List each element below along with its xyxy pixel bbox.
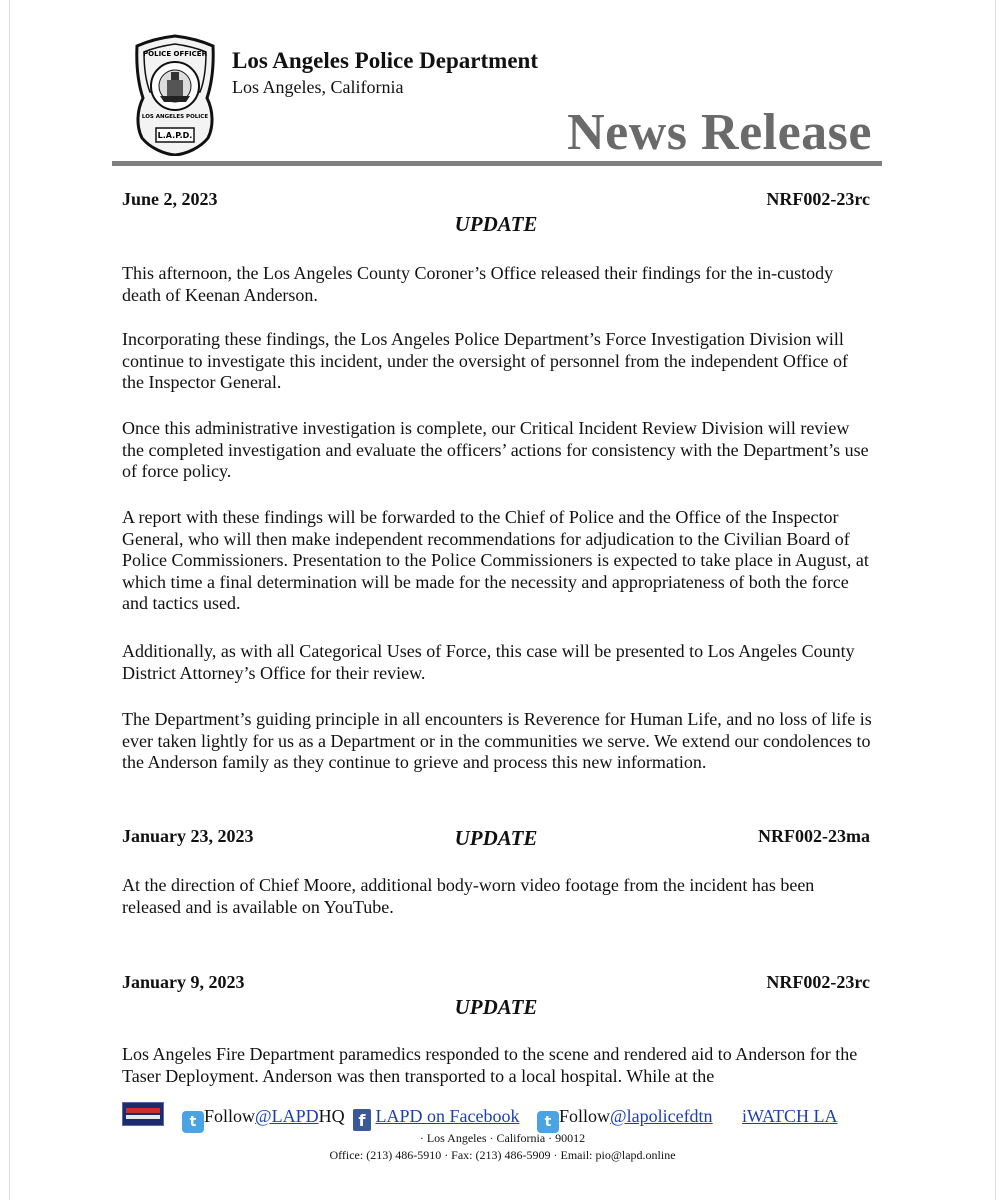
twitter-icon: t: [182, 1111, 204, 1133]
footer-social-links: [122, 1102, 882, 1130]
twitter-follow-label: Follow: [204, 1106, 256, 1126]
iwatch-icon[interactable]: [122, 1102, 164, 1126]
update-header-june: [122, 189, 870, 213]
twitter-handle-lapdhq[interactable]: @LAPD: [255, 1106, 319, 1126]
footer-address: · Los Angeles · California · 90012: [419, 1131, 586, 1145]
badge-text-mid: LOS ANGELES POLICE: [141, 114, 209, 120]
agency-name: Los Angeles Police Department: [232, 48, 538, 73]
paragraph: At the direction of Chief Moore, additional body-worn video footage from the incident has been released and is available on YouTube.: [122, 875, 815, 917]
twitter-handle-suffix: HQ: [318, 1106, 345, 1126]
badge-text-bottom: L.A.P.D.: [157, 131, 193, 140]
paragraph: Additionally, as with all Categorical Uses of Force, this case will be presented to Los Angeles County District Attorney’s Office for their review.: [122, 641, 855, 683]
paragraph: This afternoon, the Los Angeles County Coroner’s Office released their findings for the in-custody death of Keenan Anderson.: [122, 263, 834, 305]
paragraph: Los Angeles Fire Department paramedics responded to the scene and rendered aid to Anderson for the Taser Deployment. Anderson was then transported to a local hospital. While at the: [122, 1044, 858, 1086]
paragraph: Incorporating these findings, the Los Angeles Police Department’s Force Investigation Division will continue to investigate this incident, under the oversight of personnel from the independent Office of the Inspector General.: [122, 329, 848, 392]
header-rule: [112, 161, 882, 166]
paragraph: A report with these findings will be forwarded to the Chief of Police and the Office of the Inspector General, who will then make independent recommendations for adjudication to the Civilian Board of Police Commissioners. Presentation to the Police Commissioners is expected to take place in August, at which time a final determination will be made for the necessity and appropriateness of both the force and tactics used.: [122, 507, 869, 613]
twitter-link-lapdhq[interactable]: [182, 1106, 345, 1133]
page-edge-left: [9, 0, 10, 1200]
update-label: UPDATE: [454, 826, 538, 850]
release-number: NRF002-23rc: [766, 972, 870, 992]
agency-location: Los Angeles, California: [232, 77, 404, 97]
update-header-jan23: [122, 826, 870, 850]
iwatch-la-link[interactable]: iWATCH LA: [742, 1106, 838, 1126]
release-number: NRF002-23ma: [758, 826, 870, 846]
update-header-jan9: [122, 972, 870, 996]
facebook-link-text[interactable]: LAPD on Facebook: [375, 1106, 520, 1126]
twitter-icon: t: [537, 1111, 559, 1133]
twitter-follow-label: Follow: [559, 1106, 611, 1126]
release-number: NRF002-23rc: [766, 189, 870, 209]
update-date: January 9, 2023: [122, 972, 245, 992]
facebook-icon: f: [353, 1109, 371, 1131]
update-date: June 2, 2023: [122, 189, 218, 209]
update-label: UPDATE: [454, 212, 538, 236]
news-release-title: News Release: [567, 104, 872, 161]
twitter-handle-lapolicefdtn[interactable]: @lapolicefdtn: [610, 1106, 713, 1126]
lapd-badge-logo: [134, 34, 216, 156]
facebook-link[interactable]: [353, 1106, 519, 1131]
footer-contact: Office: (213) 486-5910 · Fax: (213) 486-5909 · Email: pio@lapd.online: [329, 1148, 676, 1162]
page-edge-right: [995, 0, 996, 1200]
update-date: January 23, 2023: [122, 826, 254, 846]
update-label: UPDATE: [454, 995, 538, 1019]
paragraph: The Department’s guiding principle in all encounters is Reverence for Human Life, and no loss of life is ever taken lightly for us as a Department or in the communities we serve. We extend our condolences to the Anderson family as they continue to grieve and process this new information.: [122, 709, 872, 772]
twitter-link-lapolicefdtn[interactable]: [537, 1106, 713, 1133]
badge-text-top: POLICE OFFICER: [143, 50, 207, 58]
paragraph: Once this administrative investigation is complete, our Critical Incident Review Division will review the completed investigation and evaluate the officers’ actions for consistency with the Department’s use of force policy.: [122, 418, 869, 481]
